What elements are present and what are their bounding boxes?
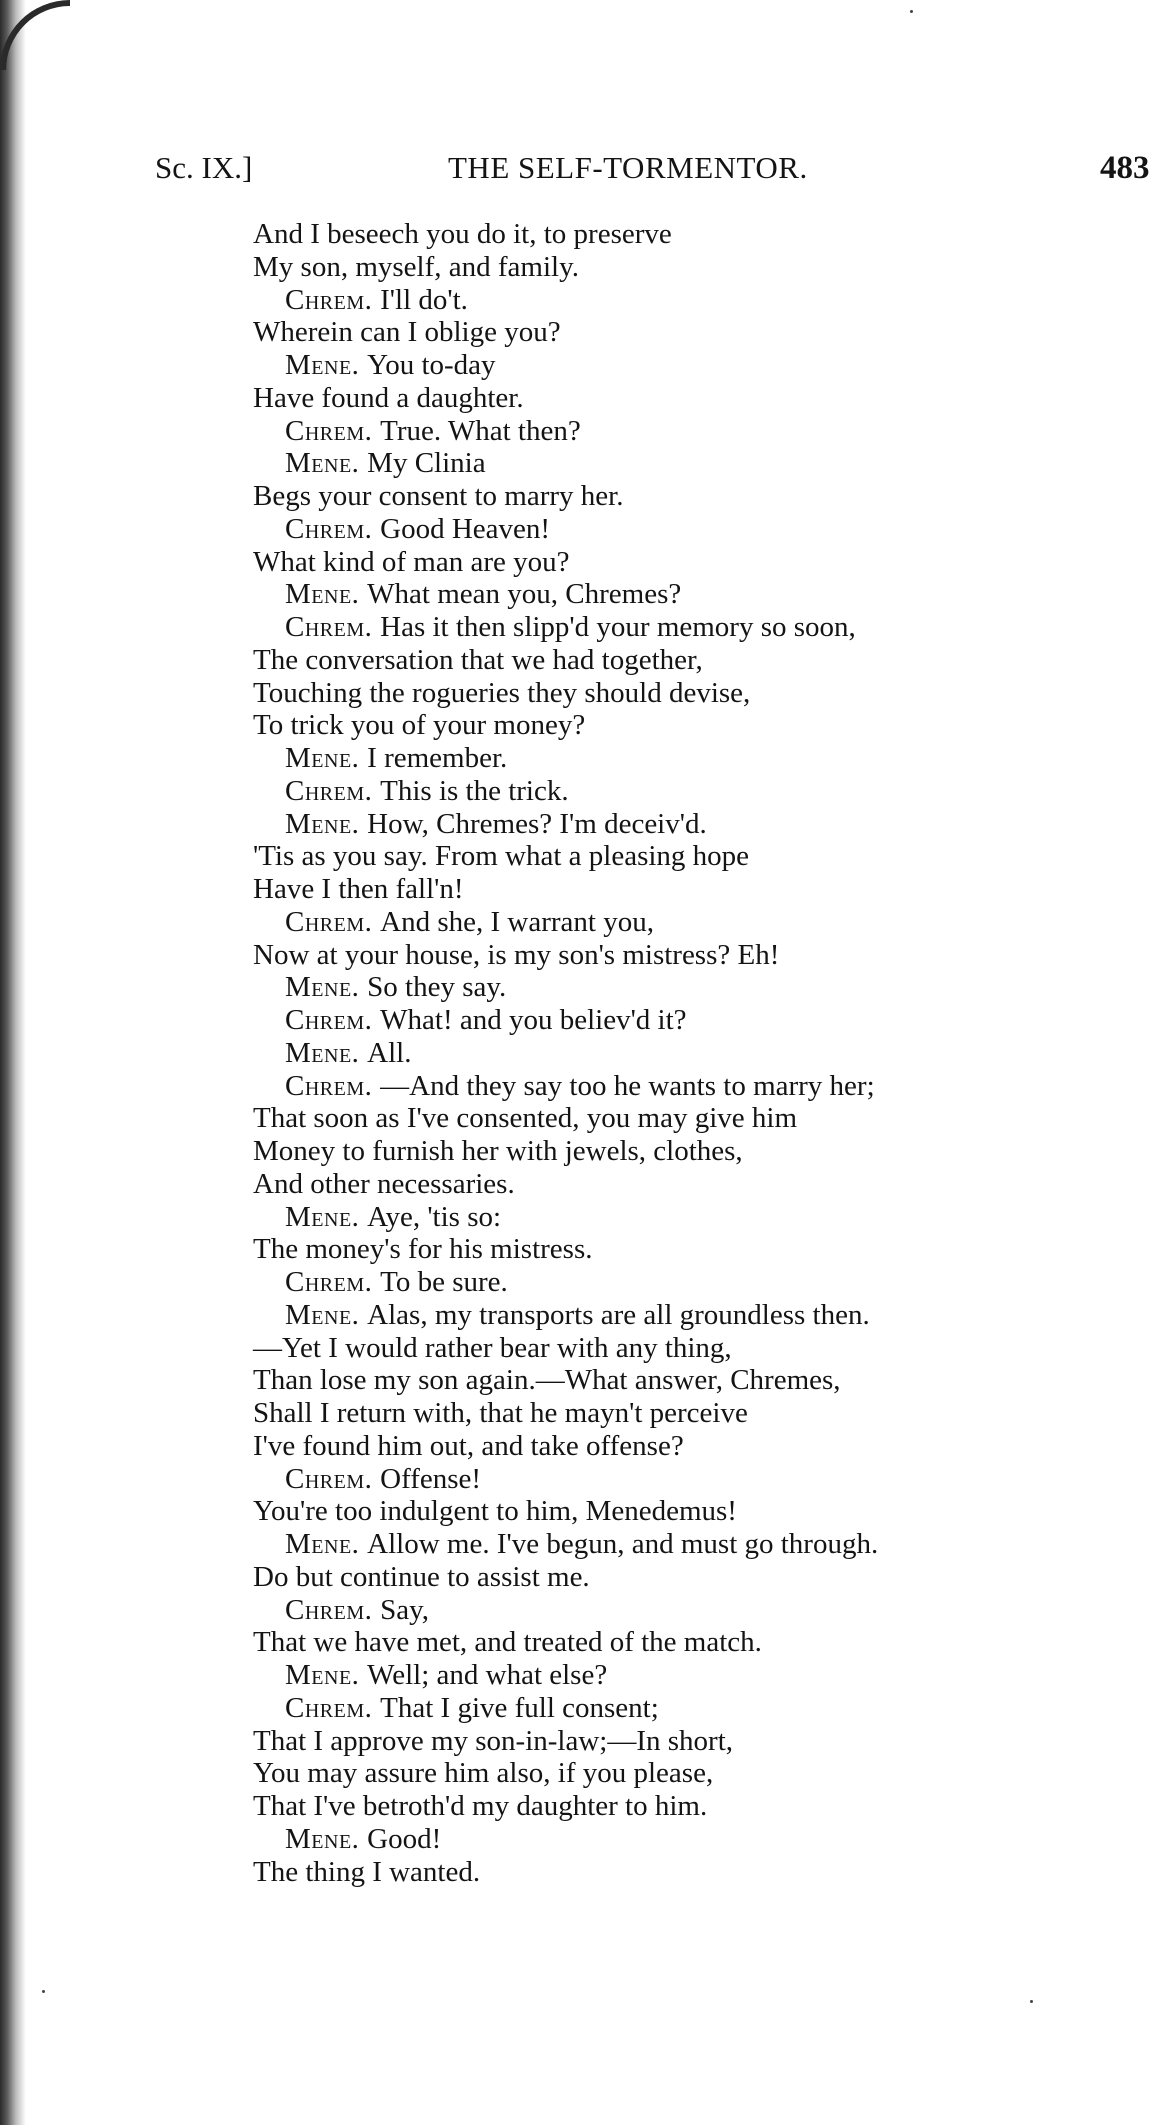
line-text: You to-day: [367, 349, 496, 381]
line-text: You may assure him also, if you please,: [253, 1757, 714, 1790]
line-text: Allow me. I've begun, and must go through.: [367, 1528, 879, 1560]
verse-line: [253, 1725, 1133, 1758]
line-text: —And they say too he wants to marry her;: [380, 1069, 875, 1102]
verse-text: [253, 218, 1133, 1888]
speech-line: [253, 1823, 1133, 1856]
line-text: Has it then slipp'd your memory so soon,: [380, 611, 856, 643]
line-text: Aye, 'tis so:: [367, 1200, 502, 1233]
line-text: Money to furnish her with jewels, clothes,: [253, 1135, 743, 1167]
print-speck: [910, 10, 913, 13]
verse-line: [253, 873, 1133, 906]
scene-marker: Sc. IX.]: [155, 150, 253, 185]
verse-line: [253, 1135, 1133, 1168]
verse-line: [253, 251, 1133, 284]
speech-line: [253, 1594, 1133, 1627]
line-text: Well; and what else?: [367, 1659, 608, 1691]
line-text: That I've betroth'd my daughter to him.: [253, 1790, 708, 1822]
verse-line: [253, 480, 1133, 513]
verse-line: [253, 840, 1133, 873]
speaker-name: Mene .: [285, 1823, 367, 1855]
line-text: My son, myself, and family.: [253, 250, 579, 283]
page-edge-shadow: [0, 0, 26, 2125]
speech-line: [253, 349, 1133, 382]
verse-line: [253, 1626, 1133, 1659]
speech-line: [253, 1004, 1133, 1037]
line-text: Now at your house, is my son's mistress? Eh!: [253, 938, 780, 971]
verse-line: [253, 1397, 1133, 1430]
line-text: That soon as I've consented, you may give him: [253, 1102, 798, 1135]
speech-line: [253, 1037, 1133, 1070]
speaker-name: Mene .: [285, 1528, 367, 1560]
verse-line: [253, 939, 1133, 972]
verse-line: [253, 1561, 1133, 1594]
line-text: All.: [367, 1036, 412, 1069]
line-text: Alas, my transports are all groundless then.: [367, 1298, 870, 1331]
line-text: Than lose my son again.—What answer, Chremes,: [253, 1364, 841, 1397]
line-text: To be sure.: [380, 1266, 508, 1298]
verse-line: [253, 218, 1133, 251]
speech-line: [253, 578, 1133, 611]
speaker-name: Chrem .: [285, 284, 380, 316]
verse-line: [253, 316, 1133, 349]
line-text: Have I then fall'n!: [253, 873, 464, 905]
speech-line: [253, 1463, 1133, 1496]
speaker-name: Mene .: [285, 971, 367, 1003]
line-text: You're too indulgent to him, Menedemus!: [253, 1495, 737, 1528]
speaker-name: Mene .: [285, 1659, 367, 1691]
line-text: Good!: [367, 1822, 442, 1855]
speech-line: [253, 971, 1133, 1004]
verse-line: [253, 1856, 1133, 1889]
speech-line: [253, 611, 1133, 644]
line-text: Say,: [380, 1593, 430, 1626]
speaker-name: Chrem .: [285, 611, 380, 643]
line-text: 'Tis as you say. From what a pleasing hope: [253, 840, 750, 873]
line-text: My Clinia: [367, 447, 486, 480]
speech-line: [253, 1070, 1133, 1103]
speech-line: [253, 1201, 1133, 1234]
verse-line: [253, 1430, 1133, 1463]
line-text: —Yet I would rather bear with any thing,: [253, 1331, 732, 1364]
speech-line: [253, 1659, 1133, 1692]
verse-line: [253, 1790, 1133, 1823]
line-text: This is the trick.: [380, 774, 569, 807]
line-text: I've found him out, and take offense?: [253, 1429, 684, 1462]
speaker-name: Mene .: [285, 578, 367, 610]
verse-line: [253, 1364, 1133, 1397]
line-text: And I beseech you do it, to preserve: [253, 218, 672, 250]
running-title: THE SELF-TORMENTOR.: [448, 150, 808, 185]
speaker-name: Mene .: [285, 1201, 367, 1233]
speaker-name: Chrem .: [285, 1004, 380, 1036]
line-text: I'll do't.: [380, 283, 468, 316]
speech-line: [253, 284, 1133, 317]
verse-line: [253, 1495, 1133, 1528]
speech-line: [253, 1299, 1133, 1332]
verse-line: [253, 644, 1133, 677]
speaker-name: Chrem .: [285, 775, 380, 807]
line-text: Offense!: [380, 1462, 482, 1495]
speaker-name: Mene .: [285, 742, 367, 774]
speaker-name: Mene .: [285, 447, 367, 479]
line-text: The thing I wanted.: [253, 1855, 481, 1888]
speech-line: [253, 1266, 1133, 1299]
speech-line: [253, 415, 1133, 448]
verse-line: [253, 382, 1133, 415]
line-text: Begs your consent to marry her.: [253, 480, 624, 512]
line-text: Shall I return with, that he mayn't perceive: [253, 1397, 748, 1429]
line-text: To trick you of your money?: [253, 709, 586, 742]
line-text: And she, I warrant you,: [380, 905, 654, 938]
verse-line: [253, 677, 1133, 710]
line-text: Do but continue to assist me.: [253, 1560, 590, 1593]
line-text: The money's for his mistress.: [253, 1233, 593, 1266]
speaker-name: Chrem .: [285, 415, 380, 447]
speaker-name: Chrem .: [285, 1266, 380, 1298]
verse-line: [253, 1102, 1133, 1135]
speaker-name: Chrem .: [285, 906, 380, 938]
line-text: I remember.: [367, 742, 508, 774]
running-header: [0, 150, 1164, 190]
print-speck: [42, 1990, 45, 1993]
speech-line: [253, 808, 1133, 841]
verse-line: [253, 1332, 1133, 1365]
page-number: 483: [1100, 150, 1150, 186]
verse-line: [253, 1168, 1133, 1201]
line-text: How, Chremes? I'm deceiv'd.: [367, 807, 707, 840]
speech-line: [253, 906, 1133, 939]
verse-line: [253, 546, 1133, 579]
line-text: So they say.: [367, 971, 507, 1004]
speaker-name: Chrem .: [285, 513, 380, 545]
speech-line: [253, 1692, 1133, 1725]
line-text: That I give full consent;: [380, 1691, 659, 1724]
speaker-name: Chrem .: [285, 1692, 380, 1724]
speaker-name: Mene .: [285, 1037, 367, 1069]
speaker-name: Chrem .: [285, 1594, 380, 1626]
speaker-name: Mene .: [285, 349, 367, 381]
line-text: What! and you believ'd it?: [380, 1004, 687, 1036]
line-text: Wherein can I oblige you?: [253, 316, 561, 349]
speaker-name: Chrem .: [285, 1070, 380, 1102]
speech-line: [253, 1528, 1133, 1561]
line-text: The conversation that we had together,: [253, 643, 703, 676]
speaker-name: Mene .: [285, 1299, 367, 1331]
line-text: Good Heaven!: [380, 512, 551, 545]
verse-line: [253, 709, 1133, 742]
speech-line: [253, 775, 1133, 808]
verse-line: [253, 1757, 1133, 1790]
speech-line: [253, 513, 1133, 546]
speech-line: [253, 447, 1133, 480]
line-text: That we have met, and treated of the match.: [253, 1626, 762, 1659]
speaker-name: Mene .: [285, 808, 367, 840]
line-text: True. What then?: [380, 414, 581, 447]
line-text: What kind of man are you?: [253, 545, 570, 578]
verse-line: [253, 1233, 1133, 1266]
line-text: Touching the rogueries they should devise,: [253, 676, 751, 709]
line-text: What mean you, Chremes?: [367, 578, 682, 611]
print-speck: [1030, 2000, 1033, 2003]
speech-line: [253, 742, 1133, 775]
line-text: That I approve my son-in-law;—In short,: [253, 1724, 734, 1757]
line-text: Have found a daughter.: [253, 381, 524, 414]
line-text: And other necessaries.: [253, 1167, 515, 1200]
speaker-name: Chrem .: [285, 1463, 380, 1495]
